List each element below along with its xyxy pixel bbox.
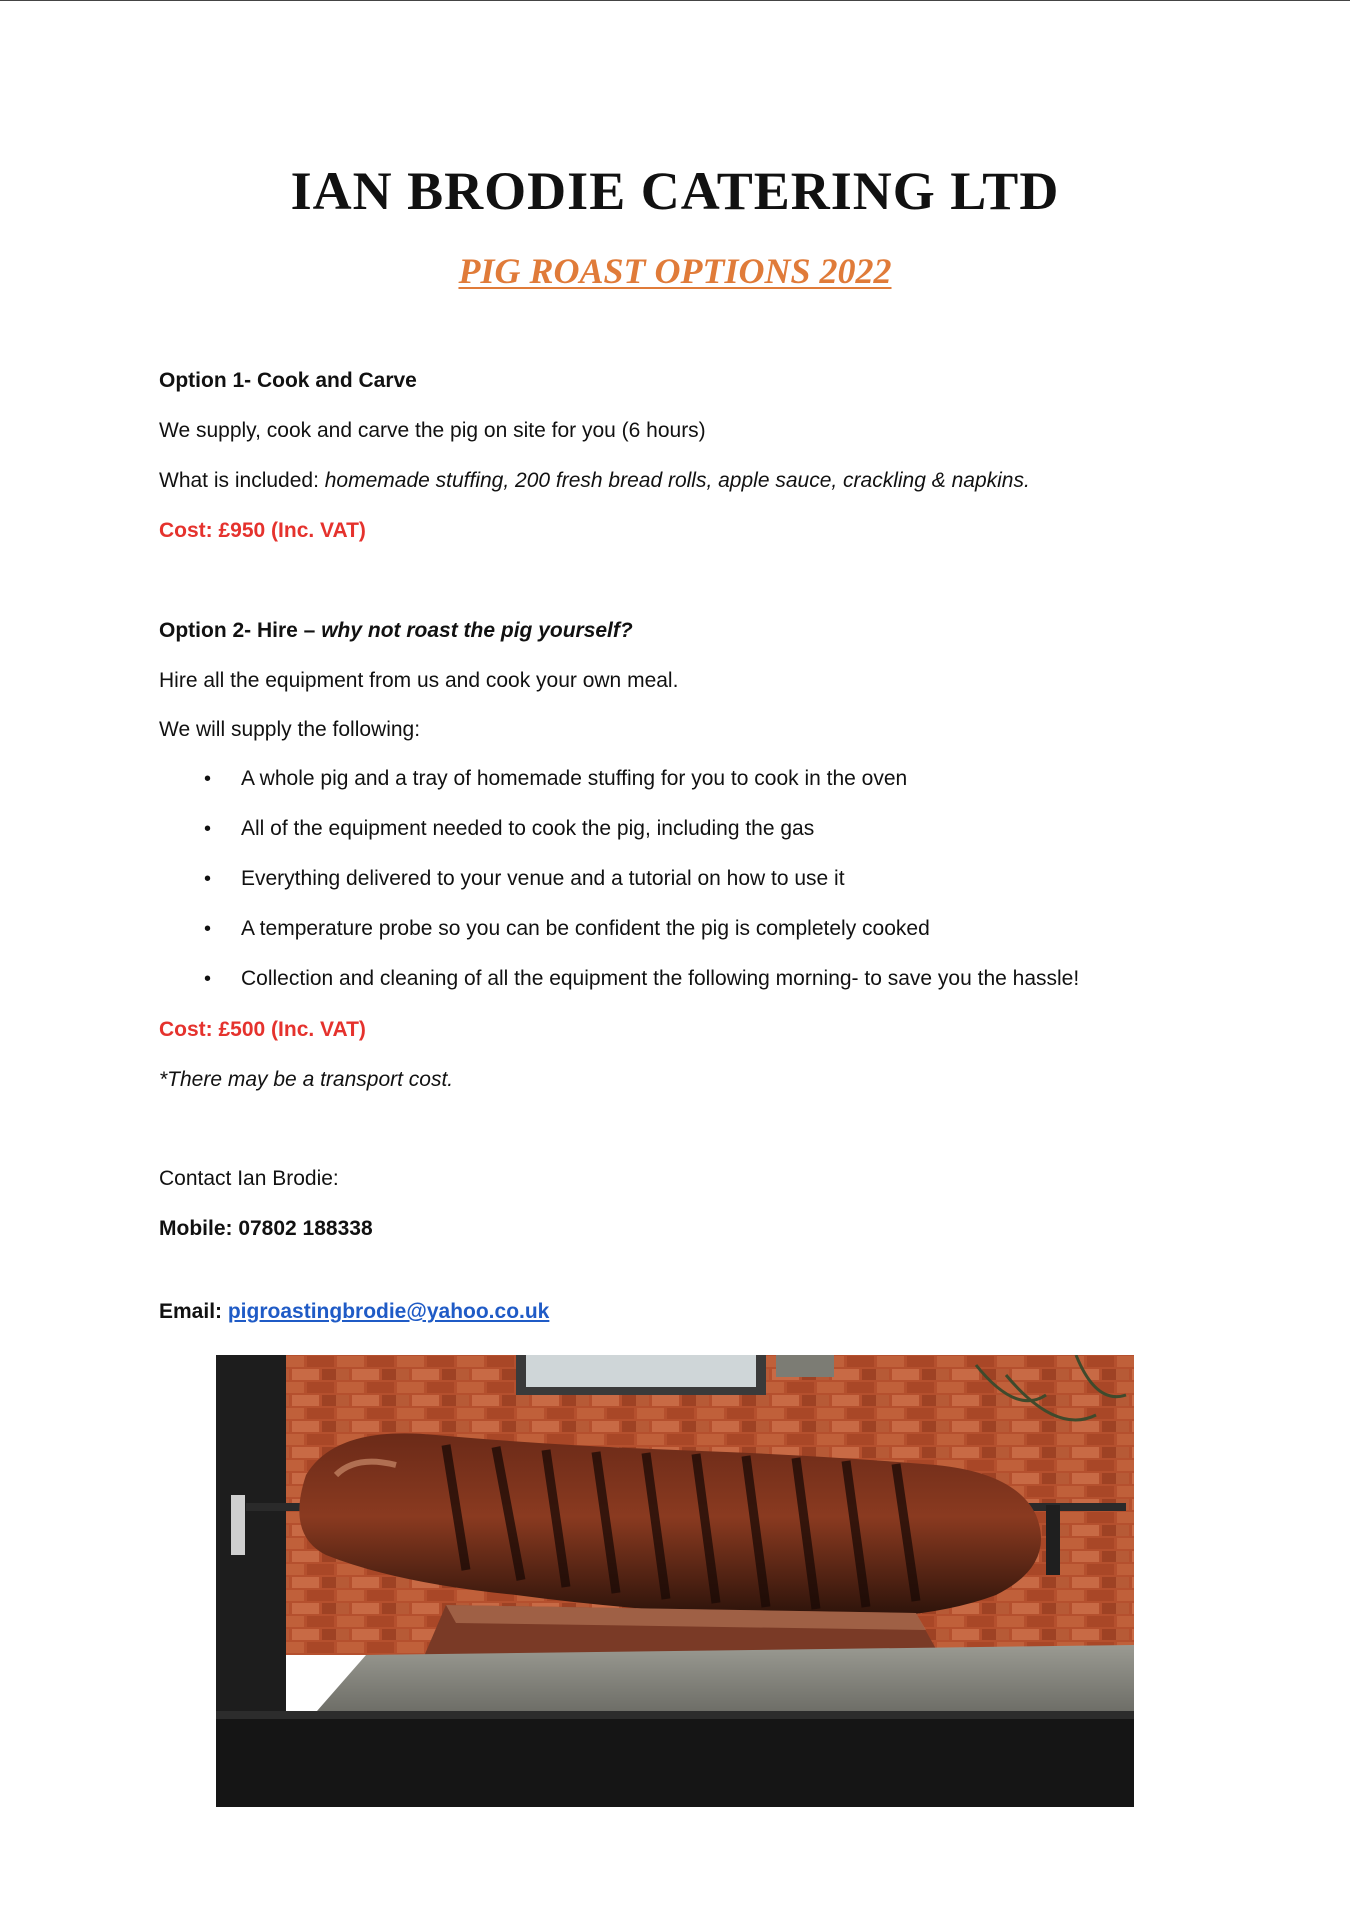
roast-pig-photo — [216, 1355, 1134, 1807]
option1-cost: Cost: £950 (Inc. VAT) — [159, 519, 366, 542]
option2-description: Hire all the equipment from us and cook your own meal. — [159, 669, 679, 692]
bullet-icon: • — [204, 768, 212, 790]
option1-description: We supply, cook and carve the pig on site for you (6 hours) — [159, 419, 706, 442]
list-item-text: A whole pig and a tray of homemade stuffing for you to cook in the oven — [241, 767, 908, 790]
bullet-icon: • — [204, 818, 212, 840]
list-item-text: Everything delivered to your venue and a tutorial on how to use it — [241, 867, 845, 890]
bullet-icon: • — [204, 868, 212, 890]
list-item-text: A temperature probe so you can be confident the pig is completely cooked — [241, 917, 930, 940]
option1-included-label: What is included: — [159, 469, 325, 492]
contact-mobile: Mobile: 07802 188338 — [159, 1217, 373, 1240]
option2-heading — [159, 618, 633, 644]
option2-cost: Cost: £500 (Inc. VAT) — [159, 1018, 366, 1041]
option1-included — [159, 468, 1030, 494]
list-item — [159, 966, 1259, 1016]
roast-pig-image — [216, 1355, 1134, 1807]
option1-heading: Option 1- Cook and Carve — [159, 369, 417, 392]
transport-note: *There may be a transport cost. — [159, 1068, 454, 1091]
option2-heading-label: Option 2- Hire – — [159, 619, 322, 642]
document-subtitle: PIG ROAST OPTIONS 2022 — [458, 251, 892, 291]
list-item-text: Collection and cleaning of all the equipment the following morning- to save you the hassle! — [241, 967, 1080, 990]
list-item — [159, 866, 1259, 916]
contact-email-row — [159, 1299, 549, 1325]
list-item — [159, 766, 1259, 816]
bullet-icon: • — [204, 918, 212, 940]
contact-intro: Contact Ian Brodie: — [159, 1167, 339, 1190]
option1-included-items: homemade stuffing, 200 fresh bread rolls, apple sauce, crackling & napkins. — [324, 469, 1030, 492]
email-link[interactable]: pigroastingbrodie@yahoo.co.uk — [227, 1300, 550, 1323]
list-item — [159, 916, 1259, 966]
list-item-text: All of the equipment needed to cook the pig, including the gas — [241, 817, 815, 840]
company-title: IAN BRODIE CATERING LTD — [290, 161, 1060, 221]
contact-email-label: Email: — [159, 1300, 228, 1323]
option2-heading-italic: why not roast the pig yourself? — [321, 619, 633, 642]
option2-supply-intro: We will supply the following: — [159, 718, 421, 741]
list-item — [159, 816, 1259, 866]
option2-items-list — [159, 766, 1259, 1016]
bullet-icon: • — [204, 968, 212, 990]
